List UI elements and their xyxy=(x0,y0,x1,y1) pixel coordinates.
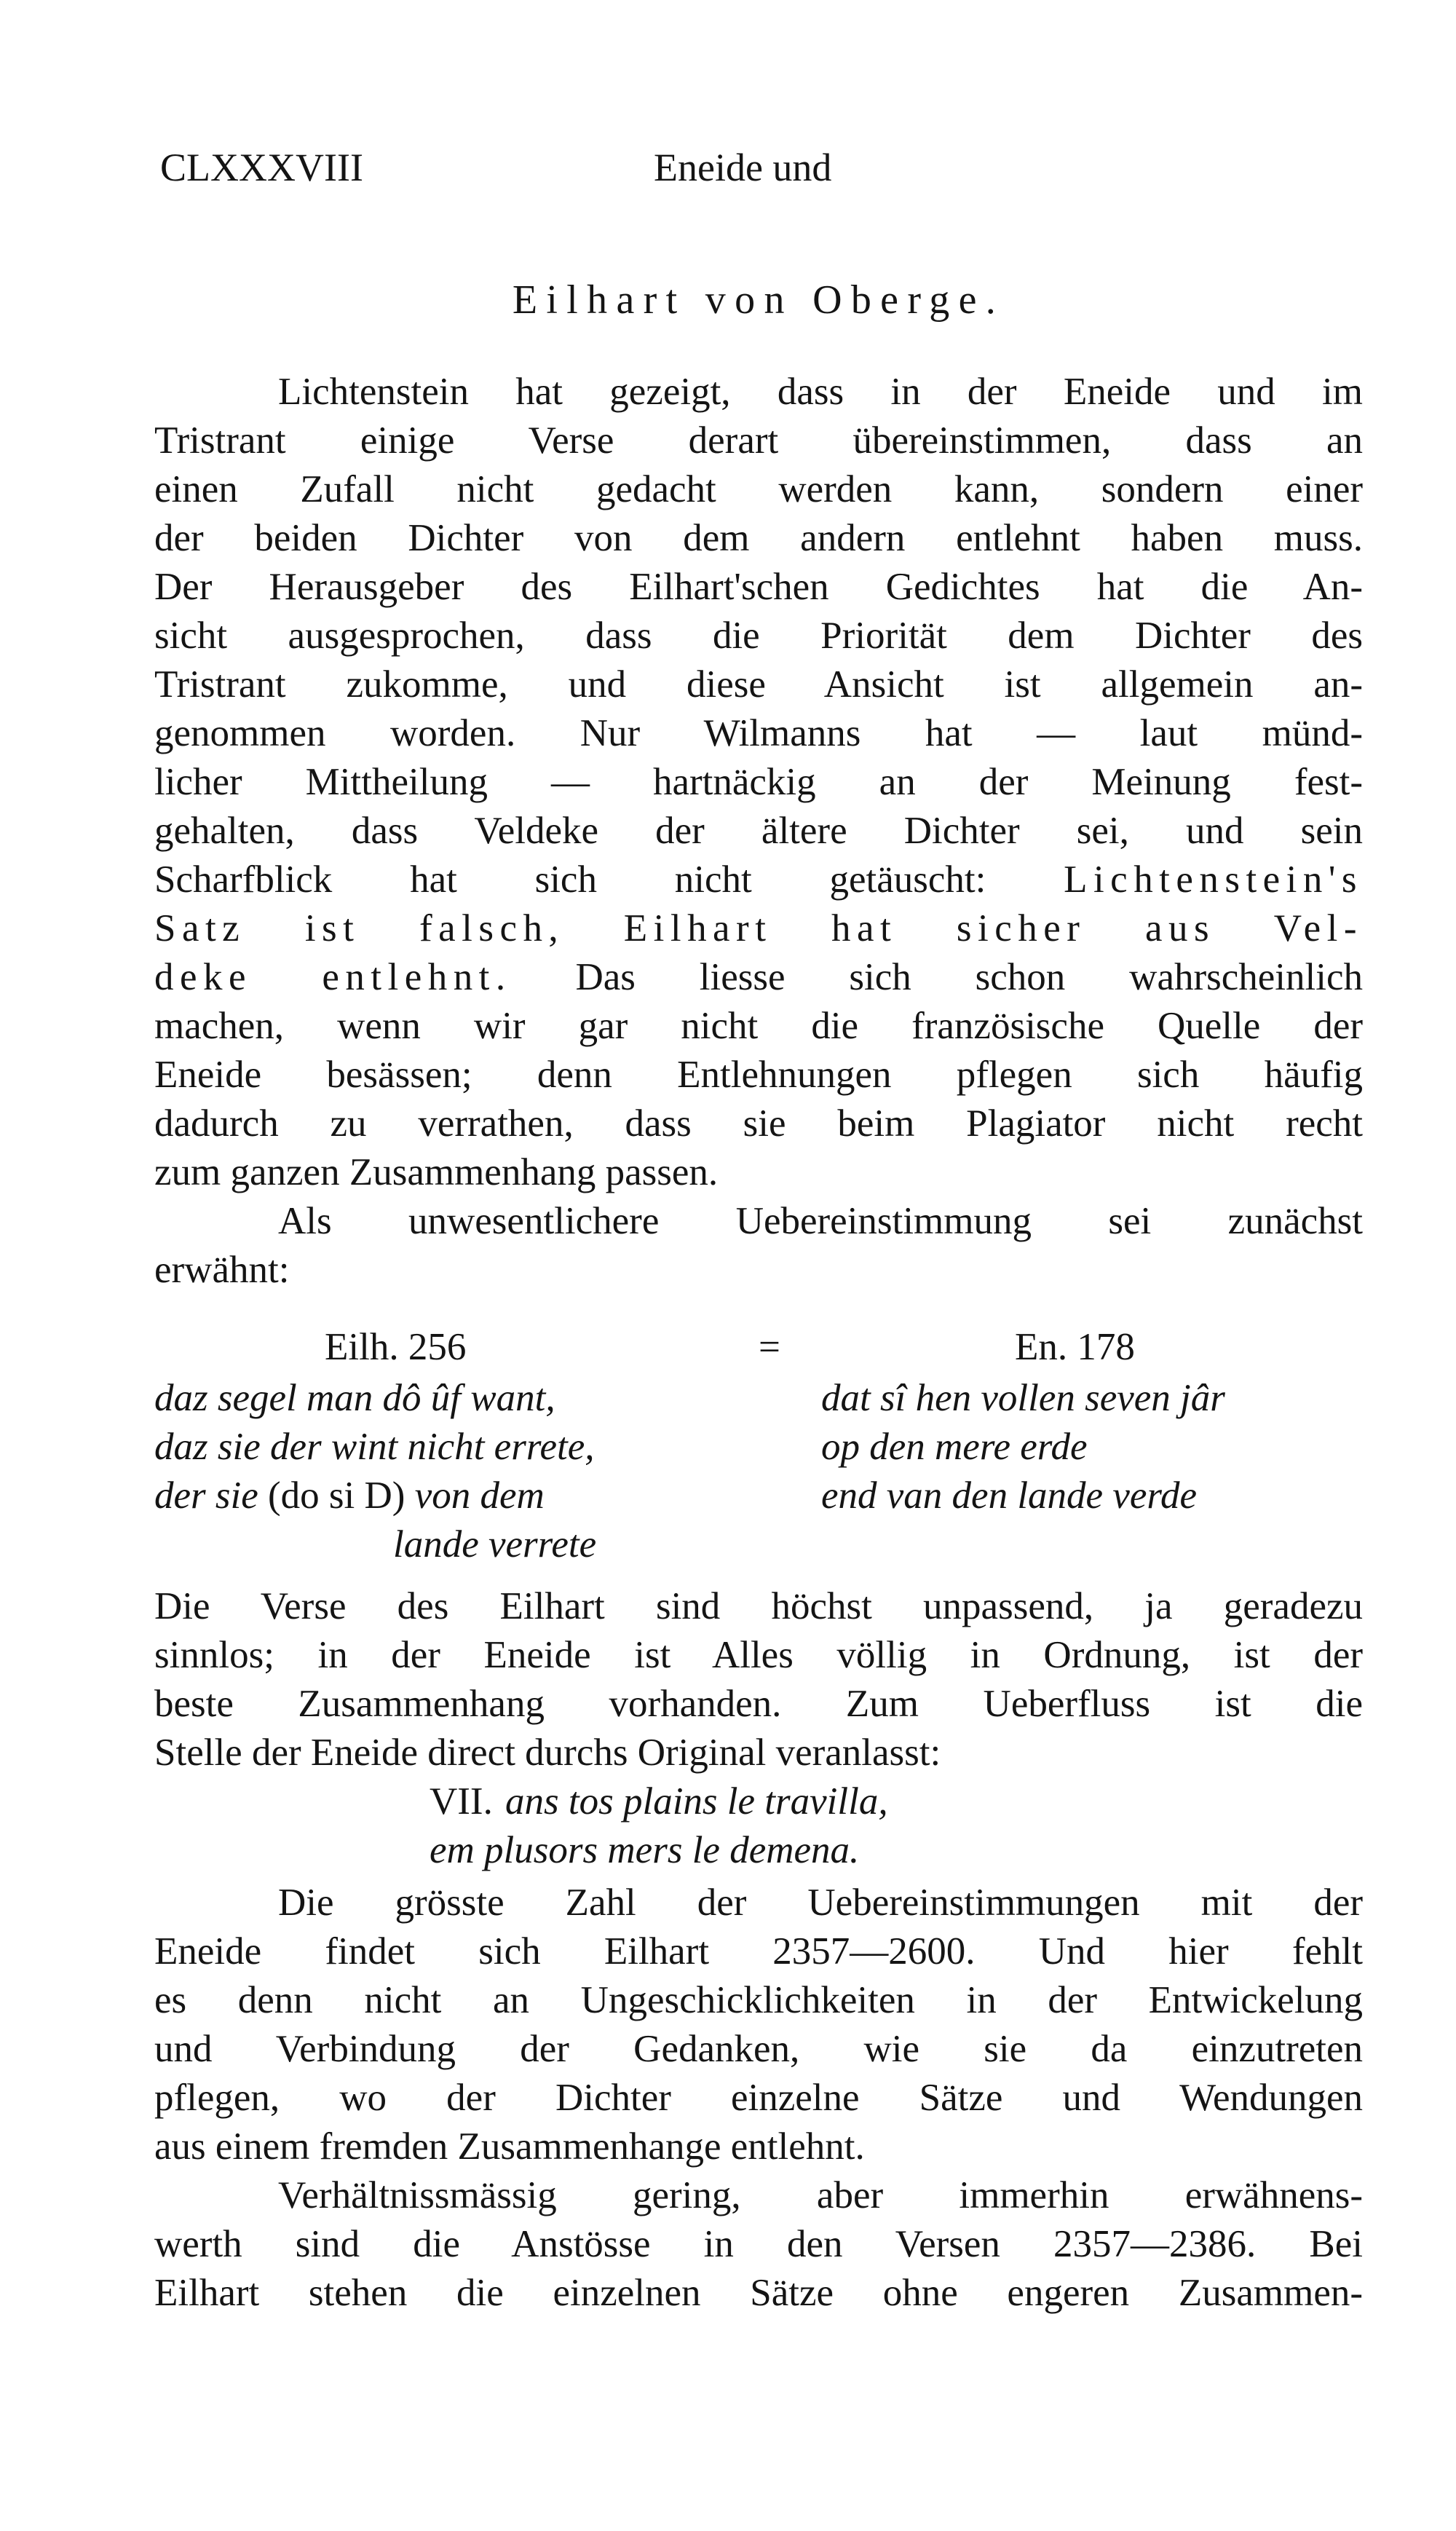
equals-sign: = xyxy=(759,1326,780,1368)
eilhart-verse-line xyxy=(154,1474,545,1517)
eneide-verse-line: op den mere erde xyxy=(821,1426,1088,1468)
text-line: und Verbindung der Gedanken, wie sie da einzutreten xyxy=(154,2028,1363,2070)
text-line: Tristrant zukomme, und diese Ansicht ist allgemein an- xyxy=(154,663,1363,706)
text-line: Eneide findet sich Eilhart 2357—2600. Und hier fehlt xyxy=(154,1930,1363,1973)
verse-segment: von dem xyxy=(414,1474,545,1517)
text-line: Als unwesentlichere Uebereinstimmung sei zunächst xyxy=(278,1200,1363,1242)
text-line: gehalten, dass Veldeke der ältere Dichter sei, und sein xyxy=(154,810,1363,852)
eilhart-verse-line: daz sie der wint nicht errete, xyxy=(154,1426,595,1468)
text-line-last: aus einem fremden Zusammenhange entlehnt. xyxy=(154,2125,865,2168)
text-line: dadurch zu verrathen, dass sie beim Plagiator nicht recht xyxy=(154,1102,1363,1145)
running-title: Eneide und xyxy=(654,146,832,189)
page-number: CLXXXVIII xyxy=(160,146,363,189)
text-line xyxy=(154,858,1363,901)
text-line: Die Verse des Eilhart sind höchst unpassend, ja geradezu xyxy=(154,1585,1363,1627)
eneide-verse-line: end van den lande verde xyxy=(821,1474,1198,1517)
section-title: Eilhart von Oberge. xyxy=(512,277,1005,323)
text-line-last: zum ganzen Zusammenhang passen. xyxy=(154,1151,719,1193)
text-line: licher Mittheilung — hartnäckig an der Meinung fest- xyxy=(154,761,1363,803)
text-line: pflegen, wo der Dichter einzelne Sätze und Wendungen xyxy=(154,2077,1363,2119)
text-line: Die grösste Zahl der Uebereinstimmungen mit der xyxy=(278,1882,1363,1924)
verse-segment: der sie xyxy=(154,1474,258,1517)
text-line: Der Herausgeber des Eilhart'schen Gedichtes hat die An- xyxy=(154,566,1363,608)
text-line: genommen worden. Nur Wilmanns hat — laut münd- xyxy=(154,712,1363,754)
text-line: Eilhart stehen die einzelnen Sätze ohne engeren Zusammen- xyxy=(154,2272,1363,2314)
text-line: werth sind die Anstösse in den Versen 2357—2386. Bei xyxy=(154,2223,1363,2265)
text-line xyxy=(154,955,1363,999)
eilhart-reference: Eilh. 256 xyxy=(325,1326,467,1368)
text-line: sicht ausgesprochen, dass die Priorität dem Dichter des xyxy=(154,615,1363,657)
text-line: Lichtenstein hat gezeigt, dass in der Eneide und im xyxy=(278,371,1363,413)
quote-reference: VII. xyxy=(430,1780,493,1823)
text-line: beste Zusammenhang vorhanden. Zum Ueberfluss ist die xyxy=(154,1683,1363,1725)
quote-verse-line: ans tos plains le travilla, xyxy=(505,1780,888,1823)
text-line: einen Zufall nicht gedacht werden kann, sondern einer xyxy=(154,468,1363,510)
text-segment: Scharfblick hat sich nicht getäuscht: xyxy=(154,858,1064,901)
book-page xyxy=(154,0,1363,2531)
eneide-verse-line: dat sî hen vollen seven jâr xyxy=(821,1377,1225,1419)
text-segment: Das liesse sich schon wahrscheinlich xyxy=(511,956,1363,998)
spaced-name: Lichtenstein's xyxy=(1064,858,1363,901)
text-line: Tristrant einige Verse derart übereinstimmen, dass an xyxy=(154,419,1363,462)
eneide-reference: En. 178 xyxy=(1015,1326,1135,1368)
text-line: Eneide besässen; denn Entlehnungen pflegen sich häufig xyxy=(154,1054,1363,1096)
eilhart-verse-line: daz segel man dô ûf want, xyxy=(154,1377,555,1419)
text-line-last: erwähnt: xyxy=(154,1249,290,1291)
text-line: Verhältnissmässig gering, aber immerhin erwähnens- xyxy=(278,2174,1363,2216)
variant-reading: (do si D) xyxy=(258,1474,415,1517)
text-line: der beiden Dichter von dem andern entlehnt haben muss. xyxy=(154,517,1363,559)
text-line-last: Stelle der Eneide direct durchs Original veranlasst: xyxy=(154,1732,941,1774)
text-line: machen, wenn wir gar nicht die französische Quelle der xyxy=(154,1005,1363,1047)
eilhart-verse-line: lande verrete xyxy=(393,1523,597,1565)
text-line: sinnlos; in der Eneide ist Alles völlig in Ordnung, ist der xyxy=(154,1634,1363,1676)
text-line: es denn nicht an Ungeschicklichkeiten in der Entwickelung xyxy=(154,1979,1363,2021)
spaced-text: deke entlehnt. xyxy=(154,956,512,998)
text-line-spaced: Satz ist falsch, Eilhart hat sicher aus Vel- xyxy=(154,907,1363,949)
quote-verse-line: em plusors mers le demena. xyxy=(430,1829,860,1871)
